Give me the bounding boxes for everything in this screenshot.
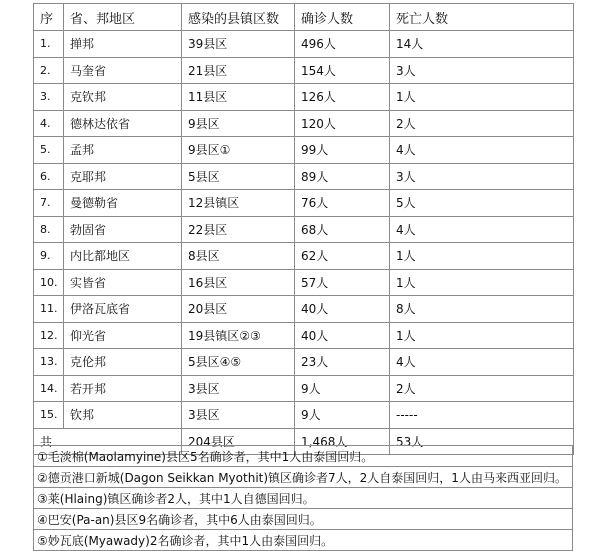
table-row <box>34 57 574 84</box>
row-deaths: 4人 <box>390 349 574 376</box>
row-deaths: 14人 <box>390 31 574 58</box>
table-row <box>34 402 574 429</box>
row-province: 曼德勒省 <box>64 190 182 217</box>
row-index: 15. <box>34 402 64 429</box>
row-province: 掸邦 <box>64 31 182 58</box>
row-counties: 12县镇区 <box>182 190 295 217</box>
row-cases: 23人 <box>295 349 390 376</box>
row-deaths: 4人 <box>390 216 574 243</box>
row-index: 12. <box>34 322 64 349</box>
row-cases: 99人 <box>295 137 390 164</box>
row-cases: 154人 <box>295 57 390 84</box>
table-row <box>34 375 574 402</box>
row-index: 7. <box>34 190 64 217</box>
footnote-3: ③莱(Hlaing)镇区确诊者2人，其中1人自德国回归。 <box>34 488 573 509</box>
row-deaths: 1人 <box>390 243 574 270</box>
table-row <box>34 322 574 349</box>
row-index: 8. <box>34 216 64 243</box>
row-deaths: 2人 <box>390 110 574 137</box>
row-index: 1. <box>34 31 64 58</box>
footnote-2: ②德贡港口新城(Dagon Seikkan Myothit)镇区确诊者7人，2人自泰国回归，1人由马来西亚回归。 <box>34 467 573 488</box>
row-province: 德林达依省 <box>64 110 182 137</box>
header-counties: 感染的县镇区数 <box>182 4 295 31</box>
row-cases: 40人 <box>295 322 390 349</box>
row-index: 4. <box>34 110 64 137</box>
footnote-5: ⑤妙瓦底(Myawady)2名确诊者，其中1人由泰国回归。 <box>34 530 573 551</box>
row-province: 钦邦 <box>64 402 182 429</box>
row-deaths: 4人 <box>390 137 574 164</box>
row-counties: 5县区 <box>182 163 295 190</box>
row-province: 孟邦 <box>64 137 182 164</box>
row-province: 勃固省 <box>64 216 182 243</box>
table-row <box>34 216 574 243</box>
row-counties: 39县区 <box>182 31 295 58</box>
row-province: 伊洛瓦底省 <box>64 296 182 323</box>
row-cases: 120人 <box>295 110 390 137</box>
row-cases: 57人 <box>295 269 390 296</box>
row-cases: 496人 <box>295 31 390 58</box>
row-index: 14. <box>34 375 64 402</box>
table-row <box>34 190 574 217</box>
table-row <box>34 243 574 270</box>
total-label: 共 <box>34 428 182 455</box>
footnote-row <box>34 446 573 467</box>
row-province: 马奎省 <box>64 57 182 84</box>
row-counties: 9县区 <box>182 110 295 137</box>
row-counties: 21县区 <box>182 57 295 84</box>
header-index: 序 <box>34 4 64 31</box>
row-cases: 89人 <box>295 163 390 190</box>
row-index: 6. <box>34 163 64 190</box>
total-cases: 1,468人 <box>295 428 390 455</box>
header-province: 省、邦地区 <box>64 4 182 31</box>
row-counties: 9县区① <box>182 137 295 164</box>
row-province: 克耶邦 <box>64 163 182 190</box>
footnote-row <box>34 509 573 530</box>
row-cases: 68人 <box>295 216 390 243</box>
footnotes-table <box>33 445 573 551</box>
row-province: 若开邦 <box>64 375 182 402</box>
row-index: 9. <box>34 243 64 270</box>
table-row <box>34 84 574 111</box>
footnote-row <box>34 467 573 488</box>
row-counties: 8县区 <box>182 243 295 270</box>
row-deaths: 3人 <box>390 163 574 190</box>
row-index: 3. <box>34 84 64 111</box>
row-province: 克伦邦 <box>64 349 182 376</box>
row-cases: 126人 <box>295 84 390 111</box>
row-deaths: 3人 <box>390 57 574 84</box>
row-deaths: 1人 <box>390 84 574 111</box>
row-counties: 20县区 <box>182 296 295 323</box>
row-cases: 76人 <box>295 190 390 217</box>
row-index: 11. <box>34 296 64 323</box>
row-counties: 5县区④⑤ <box>182 349 295 376</box>
header-cases: 确诊人数 <box>295 4 390 31</box>
row-cases: 62人 <box>295 243 390 270</box>
row-province: 实皆省 <box>64 269 182 296</box>
row-cases: 9人 <box>295 402 390 429</box>
table-row <box>34 269 574 296</box>
row-index: 13. <box>34 349 64 376</box>
row-index: 2. <box>34 57 64 84</box>
table-row <box>34 163 574 190</box>
row-deaths: 1人 <box>390 269 574 296</box>
row-counties: 11县区 <box>182 84 295 111</box>
row-index: 5. <box>34 137 64 164</box>
row-cases: 9人 <box>295 375 390 402</box>
table-header-row <box>34 4 574 31</box>
row-deaths: 5人 <box>390 190 574 217</box>
footnote-row <box>34 488 573 509</box>
row-counties: 3县区 <box>182 375 295 402</box>
table-row <box>34 31 574 58</box>
footnote-row <box>34 530 573 551</box>
table-row <box>34 110 574 137</box>
header-deaths: 死亡人数 <box>390 4 574 31</box>
row-counties: 16县区 <box>182 269 295 296</box>
row-cases: 40人 <box>295 296 390 323</box>
row-province: 克钦邦 <box>64 84 182 111</box>
row-deaths: 1人 <box>390 322 574 349</box>
row-deaths: ----- <box>390 402 574 429</box>
row-province: 仰光省 <box>64 322 182 349</box>
row-index: 10. <box>34 269 64 296</box>
footnote-4: ④巴安(Pa-an)县区9名确诊者，其中6人由泰国回归。 <box>34 509 573 530</box>
row-counties: 19县镇区②③ <box>182 322 295 349</box>
table-row <box>34 349 574 376</box>
table-row <box>34 296 574 323</box>
total-counties: 204县区 <box>182 428 295 455</box>
covid-cases-table <box>33 3 574 455</box>
row-province: 内比都地区 <box>64 243 182 270</box>
row-deaths: 2人 <box>390 375 574 402</box>
row-counties: 3县区 <box>182 402 295 429</box>
footnote-1: ①毛淡棉(Maolamyine)县区5名确诊者，其中1人由泰国回归。 <box>34 446 573 467</box>
row-counties: 22县区 <box>182 216 295 243</box>
table-row <box>34 137 574 164</box>
total-deaths: 53人 <box>390 428 574 455</box>
row-deaths: 8人 <box>390 296 574 323</box>
